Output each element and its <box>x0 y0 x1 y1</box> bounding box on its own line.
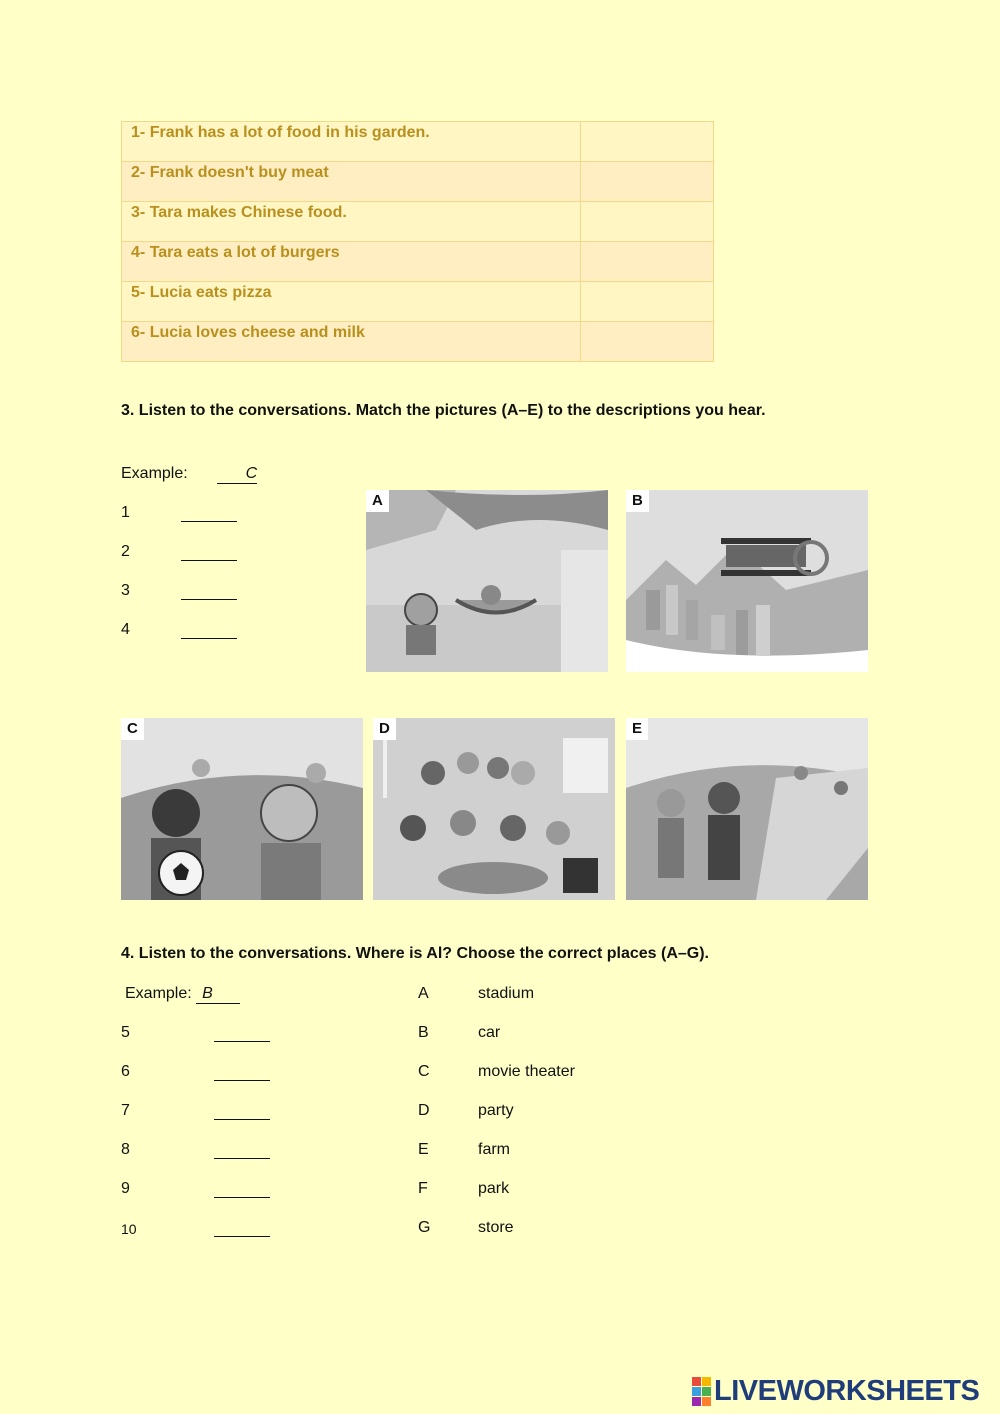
answer-blank[interactable] <box>181 622 237 639</box>
picture-label: C <box>121 718 144 740</box>
option-letter: G <box>418 1219 431 1236</box>
answer-line: 4 <box>121 621 130 638</box>
answer-blank[interactable] <box>214 1064 270 1081</box>
example-answer: B <box>196 985 240 1004</box>
picture-label: B <box>626 490 649 512</box>
option-place: park <box>478 1180 510 1197</box>
answer-line: 10 <box>121 1221 137 1237</box>
statement-row <box>122 322 714 362</box>
section3-heading: 3. Listen to the conversations. Match the pictures (A–E) to the descriptions you hear. <box>121 402 766 419</box>
answer-blank[interactable] <box>214 1142 270 1159</box>
statement-row <box>122 202 714 242</box>
answer-line: 6 <box>121 1063 130 1080</box>
option-place: party <box>478 1102 514 1119</box>
statement-cell: 3- Tara makes Chinese food. <box>122 202 581 242</box>
statement-cell: 4- Tara eats a lot of burgers <box>122 242 581 282</box>
liveworksheets-logo[interactable] <box>692 1375 979 1408</box>
logo-icon <box>692 1377 711 1406</box>
statement-cell: 6- Lucia loves cheese and milk <box>122 322 581 362</box>
statement-row <box>122 122 714 162</box>
picture-label: A <box>366 490 389 512</box>
section4-heading: 4. Listen to the conversations. Where is Al? Choose the correct places (A–G). <box>121 945 709 962</box>
section4-example: Example: B <box>125 985 240 1004</box>
statement-row <box>122 282 714 322</box>
statement-answer-box[interactable] <box>581 202 714 242</box>
statement-answer-box[interactable] <box>581 162 714 202</box>
statement-answer-box[interactable] <box>581 282 714 322</box>
option-place: farm <box>478 1141 510 1158</box>
option-letter: C <box>418 1063 430 1080</box>
answer-line: 1 <box>121 504 130 521</box>
kids-ball-illustration <box>121 718 363 900</box>
option-letter: E <box>418 1141 429 1158</box>
girls-hopscotch-illustration <box>626 718 868 900</box>
example-answer: C <box>217 465 257 484</box>
beach-illustration <box>366 490 608 672</box>
statement-cell: 5- Lucia eats pizza <box>122 282 581 322</box>
answer-line: 5 <box>121 1024 130 1041</box>
option-place: store <box>478 1219 514 1236</box>
statement-row <box>122 242 714 282</box>
picture-e <box>626 718 868 900</box>
answer-blank[interactable] <box>214 1220 270 1237</box>
option-letter: B <box>418 1024 429 1041</box>
statement-answer-box[interactable] <box>581 242 714 282</box>
picture-a <box>366 490 608 672</box>
option-place: stadium <box>478 985 535 1002</box>
picture-d <box>373 718 615 900</box>
statement-row <box>122 162 714 202</box>
statement-cell: 2- Frank doesn't buy meat <box>122 162 581 202</box>
statement-answer-box[interactable] <box>581 322 714 362</box>
airplane-illustration <box>626 490 868 672</box>
option-place: car <box>478 1024 501 1041</box>
statements-table <box>121 121 714 362</box>
classroom-illustration <box>373 718 615 900</box>
option-letter: F <box>418 1180 428 1197</box>
brand-name: LIVEWORKSHEETS <box>714 1375 980 1407</box>
picture-label: D <box>373 718 396 740</box>
answer-blank[interactable] <box>181 583 237 600</box>
answer-blank[interactable] <box>214 1103 270 1120</box>
answer-blank[interactable] <box>214 1181 270 1198</box>
option-letter: A <box>418 985 429 1002</box>
answer-line: 8 <box>121 1141 130 1158</box>
answer-blank[interactable] <box>181 505 237 522</box>
picture-label: E <box>626 718 648 740</box>
answer-line: 7 <box>121 1102 130 1119</box>
option-place: movie theater <box>478 1063 575 1080</box>
answer-blank[interactable] <box>181 544 237 561</box>
answer-line: 9 <box>121 1180 130 1197</box>
statement-answer-box[interactable] <box>581 122 714 162</box>
answer-line: 2 <box>121 543 130 560</box>
statement-cell: 1- Frank has a lot of food in his garden. <box>122 122 581 162</box>
answer-blank[interactable] <box>214 1025 270 1042</box>
picture-c <box>121 718 363 900</box>
answer-line: 3 <box>121 582 130 599</box>
picture-b <box>626 490 868 672</box>
section3-example: Example: C <box>121 465 258 482</box>
option-letter: D <box>418 1102 430 1119</box>
